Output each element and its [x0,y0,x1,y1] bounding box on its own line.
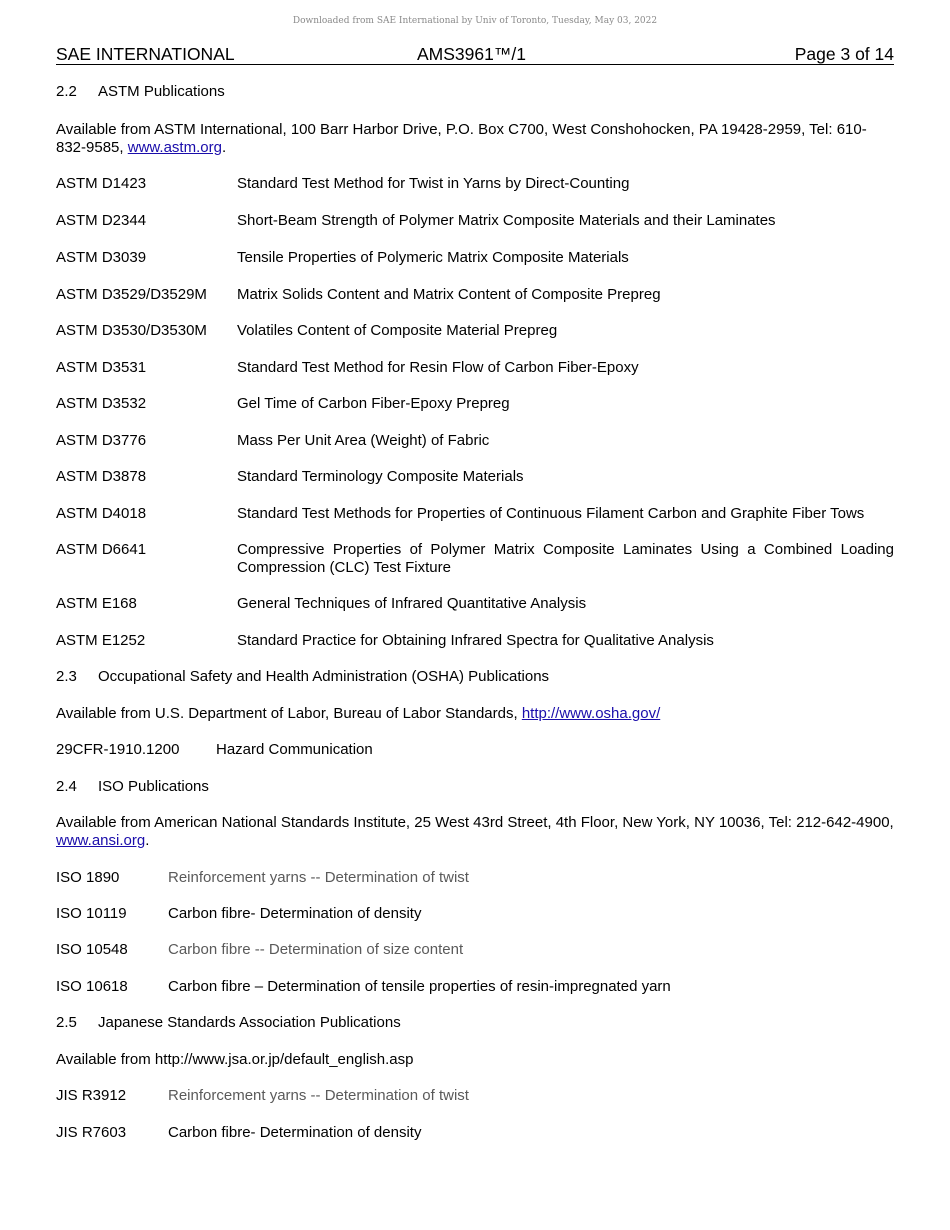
reference-title: Standard Terminology Composite Materials [237,468,524,485]
section-heading-astm [56,83,894,101]
reference-title: Standard Practice for Obtaining Infrared Spectra for Qualitative Analysis [237,632,714,649]
section-title: Occupational Safety and Health Administration (OSHA) Publications [98,668,550,685]
reference-code: ASTM D3529/D3529M [56,286,207,303]
availability-text: Available from American National Standards Institute, 25 West 43rd Street, 4th Floor, New York, NY 10036, Tel: 212-642-4900, [56,814,894,831]
reference-title: Volatiles Content of Composite Material Prepreg [237,322,558,339]
reference-title: Reinforcement yarns -- Determination of twist [168,869,469,886]
section-number: 2.4 [56,778,77,795]
reference-title: Carbon fibre- Determination of density [168,905,422,922]
availability-text: Available from U.S. Department of Labor, Bureau of Labor Standards, [56,705,522,722]
reference-code: ISO 10548 [56,941,128,958]
reference-title: Mass Per Unit Area (Weight) of Fabric [237,432,490,449]
section-number: 2.3 [56,668,77,685]
reference-title: Standard Test Methods for Properties of Continuous Filament Carbon and Graphite Fiber Tows [237,505,865,522]
ansi-link[interactable]: www.ansi.org [56,832,146,849]
document-page [56,0,894,1230]
osha-link[interactable]: http://www.osha.gov/ [521,705,661,722]
jsa-availability: Available from http://www.jsa.or.jp/default_english.asp [56,1051,414,1068]
reference-title: General Techniques of Infrared Quantitative Analysis [237,595,587,612]
reference-code: ASTM D2344 [56,212,147,229]
reference-code: ASTM D3530/D3530M [56,322,207,339]
section-number: 2.5 [56,1014,77,1031]
osha-availability [56,705,894,723]
availability-period: . [221,139,227,156]
reference-title: Standard Test Method for Twist in Yarns by Direct-Counting [237,175,630,192]
reference-code: ASTM D1423 [56,175,147,192]
reference-code: ASTM D4018 [56,505,147,522]
page-number: Page 3 of 14 [794,44,894,64]
astm-availability [56,121,894,157]
reference-code: JIS R7603 [56,1124,127,1141]
astm-link[interactable]: www.astm.org [127,139,222,156]
reference-code: ASTM E1252 [56,632,146,649]
reference-title: Carbon fibre- Determination of density [168,1124,422,1141]
reference-code: JIS R3912 [56,1087,127,1104]
section-title: ASTM Publications [98,83,225,100]
reference-title: Matrix Solids Content and Matrix Content of Composite Prepreg [237,286,661,303]
reference-code: ISO 10618 [56,978,128,995]
iso-availability [56,814,894,850]
section-heading-osha [56,668,894,686]
reference-title: Standard Test Method for Resin Flow of Carbon Fiber-Epoxy [237,359,639,376]
reference-code: ASTM D3531 [56,359,147,376]
section-title: Japanese Standards Association Publications [98,1014,401,1031]
reference-code: ASTM E168 [56,595,137,612]
reference-code: ASTM D3878 [56,468,147,485]
section-heading-jsa [56,1014,894,1032]
availability-period: . [145,832,150,849]
reference-code: ISO 10119 [56,905,127,922]
availability-text: Available from ASTM International, 100 Barr Harbor Drive, P.O. Box C700, West Conshohocken, PA 19428-2959, Tel: 610-832-9585, [56,121,867,156]
reference-title: Carbon fibre -- Determination of size content [168,941,464,958]
reference-title: Compressive Properties of Polymer Matrix Composite Laminates Using a Combined Loading Compression (CLC) Test Fixture [237,541,894,576]
reference-code: 29CFR-1910.1200 [56,741,180,758]
reference-code: ASTM D3776 [56,432,147,449]
reference-title: Hazard Communication [216,741,373,758]
page-header [56,44,894,65]
section-heading-iso [56,778,894,796]
section-number: 2.2 [56,83,77,100]
reference-title: Carbon fibre – Determination of tensile properties of resin-impregnated yarn [168,978,671,995]
document-number: AMS3961™/1 [417,44,526,64]
reference-title: Gel Time of Carbon Fiber-Epoxy Prepreg [237,395,510,412]
reference-code: ASTM D6641 [56,541,147,558]
reference-title: Short-Beam Strength of Polymer Matrix Composite Materials and their Laminates [237,212,776,229]
reference-title: Reinforcement yarns -- Determination of twist [168,1087,469,1104]
section-title: ISO Publications [98,778,209,795]
publisher-name: SAE INTERNATIONAL [56,44,235,64]
reference-title: Tensile Properties of Polymeric Matrix Composite Materials [237,249,629,266]
reference-code: ISO 1890 [56,869,120,886]
download-watermark: Downloaded from SAE International by Univ of Toronto, Tuesday, May 03, 2022 [292,16,658,26]
reference-code: ASTM D3039 [56,249,147,266]
reference-code: ASTM D3532 [56,395,147,412]
